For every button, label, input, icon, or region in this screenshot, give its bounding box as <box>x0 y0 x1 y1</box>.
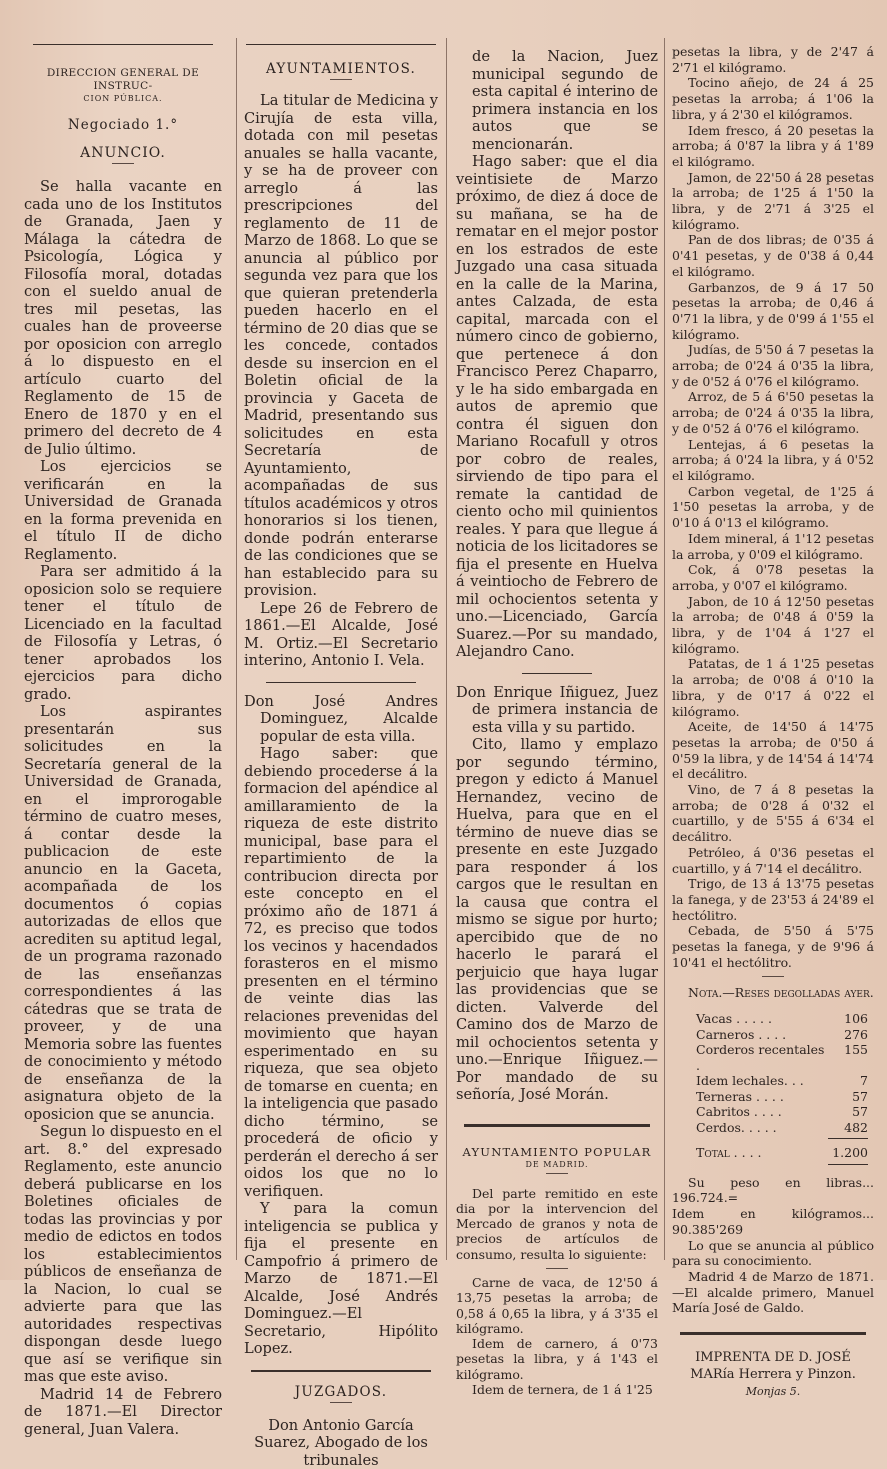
section-rule <box>464 1124 650 1127</box>
price-entry: Idem de carnero, á 0'73 pesetas la libra, y á 1'43 el kilógramo. <box>456 1336 658 1382</box>
row-value: 106 <box>828 1011 868 1027</box>
price-entry: Jabon, de 10 á 12'50 pesetas la arroba; de 0'48 á 0'59 la libra, y de 1'04 á 1'27 el kilógramo. <box>672 594 874 657</box>
reses-table <box>672 1011 874 1165</box>
divider-dash <box>112 163 134 164</box>
imprint-line: IMPRENTA DE D. JOSÉ MARía Herrera y Pinzon. <box>672 1349 874 1383</box>
signature-paragraph: Madrid 14 de Febrero de 1871.—El Director general, Juan Valera. <box>24 1386 222 1439</box>
row-value: 155 <box>828 1042 868 1073</box>
row-value: 7 <box>828 1073 868 1089</box>
section-title: AYUNTAMIENTOS. <box>244 61 438 77</box>
price-entry: Petróleo, á 0'36 pesetas el cuartillo, y á 7'14 el decálitro. <box>672 845 874 876</box>
table-row <box>672 1073 874 1089</box>
divider-dash <box>546 1173 568 1174</box>
section-subtitle: DE MADRID. <box>456 1159 658 1171</box>
section-rule <box>522 673 592 674</box>
paragraph: Lo que se anuncia al público para su conocimiento. <box>672 1238 874 1269</box>
negociado-label: Negociado 1.° <box>24 117 222 133</box>
price-entry: Patatas, de 1 á 1'25 pesetas la arroba; de 0'08 á 0'10 la libra, y de 0'17 á 0'22 el kilógramo. <box>672 656 874 719</box>
price-entry: Pan de dos libras; de 0'35 á 0'41 pesetas, y de 0'38 á 0,44 el kilógramo. <box>672 232 874 279</box>
paragraph: Para ser admitido á la oposicion solo se requiere tener el título de Licenciado en la facultad de Filosofía y Letras, ó tener aprobados los ejercicios para dicho grado. <box>24 563 222 703</box>
column-divider <box>236 38 237 1260</box>
table-row <box>672 1089 874 1105</box>
price-entry: Trigo, de 13 á 13'75 pesetas la fanega, y de 23'53 á 24'89 el hectólitro. <box>672 876 874 923</box>
price-entry: Cebada, de 5'50 á 5'75 pesetas la fanega, y de 9'96 á 10'41 el hectólitro. <box>672 923 874 970</box>
sum-rule <box>828 1138 868 1139</box>
column-3 <box>456 48 658 1397</box>
top-rule <box>246 44 436 45</box>
column-1 <box>24 44 222 1438</box>
imprint-address: Monjas 5. <box>672 1383 874 1400</box>
price-entry: Idem fresco, á 20 pesetas la arroba; á 0'87 la libra y á 1'89 el kilógramo. <box>672 123 874 170</box>
divider-dash <box>546 1268 568 1269</box>
row-label: Idem lechales. . . <box>696 1073 804 1089</box>
row-label: Terneras . . . . <box>696 1089 784 1105</box>
price-entry: pesetas la libra, y de 2'47 á 2'71 el kilógramo. <box>672 44 874 75</box>
row-label: Vacas . . . . . <box>696 1011 772 1027</box>
price-entry: Tocino añejo, de 24 á 25 pesetas la arroba; á 1'06 la libra, y á 2'30 el kilógramos. <box>672 75 874 122</box>
section-rule <box>251 1370 431 1372</box>
column-divider <box>446 38 447 1260</box>
anuncio-title: ANUNCIO. <box>24 145 222 161</box>
price-entry: Vino, de 7 á 8 pesetas la arroba; de 0'28 á 0'32 el cuartillo, y de 5'55 á 6'34 el decálitro. <box>672 782 874 845</box>
row-label: Cerdos. . . . . <box>696 1120 777 1136</box>
price-entry: Carne de vaca, de 12'50 á 13,75 pesetas la arroba; de 0,58 á 0,65 la libra, y á 3'35 el kilógramo. <box>456 1275 658 1336</box>
signature-paragraph: Madrid 4 de Marzo de 1871.—El alcalde primero, Manuel María José de Galdo. <box>672 1269 874 1316</box>
price-entry: Lentejas, á 6 pesetas la arroba; á 0'24 la libra, y á 0'52 el kilógramo. <box>672 437 874 484</box>
price-entry: Jamon, de 22'50 á 28 pesetas la arroba; de 1'25 á 1'50 la libra, y de 2'71 á 3'25 el kilógramo. <box>672 170 874 233</box>
divider-dash <box>762 976 784 977</box>
column-divider <box>664 38 665 1260</box>
nota-heading: Nota.—Reses degolladas ayer. <box>672 985 874 1001</box>
sum-rule <box>828 1164 868 1165</box>
signature-paragraph: Lepe 26 de Febrero de 1861.—El Alcalde, José M. Ortiz.—El Secretario interino, Antonio I. Vela. <box>244 600 438 670</box>
section-rule <box>680 1332 866 1335</box>
total-row <box>672 1145 874 1161</box>
row-value: 482 <box>828 1120 868 1136</box>
paragraph: Los aspirantes presentarán sus solicitudes en la Secretaría general de la Universidad de Granada, en el improrogable término de cuatro meses, á contar desde la publicacion de este anuncio en la Gaceta, acompañada de los documentos ó copias autorizadas de ellos que acrediten su aptitud legal, de un programa razonado de las enseñanzas correspondientes á las cátedras que se trata de proveer, y de una Memoria sobre las fuentes de conocimiento y método de enseñanza de la asignatura objeto de la oposicion que se anuncia. <box>24 703 222 1123</box>
top-rule <box>33 44 213 45</box>
row-label: Carneros . . . . <box>696 1027 786 1043</box>
price-entry: Garbanzos, de 9 á 17 50 pesetas la arroba; de 0,46 á 0'71 la libra, y de 0'99 á 1'55 el kilógramo. <box>672 280 874 343</box>
table-row <box>672 1011 874 1027</box>
paragraph: de la Nacion, Juez municipal segundo de esta capital é interino de primera instancia en los autos que se mencionarán. <box>456 48 658 153</box>
paragraph: Los ejercicios se verificarán en la Universidad de Granada en la forma prevenida en el título II de dicho Reglamento. <box>24 458 222 563</box>
paragraph: Segun lo dispuesto en el art. 8.° del expresado Reglamento, este anuncio deberá publicarse en los Boletines oficiales de todas las provincias y por medio de edictos en todos los establecimientos públicos de enseñanza de la Nacion, lo cual se advierte para que las autoridades respectivas dispongan desde luego que así se verifique sin mas que este aviso. <box>24 1123 222 1386</box>
table-row <box>672 1104 874 1120</box>
section-rule <box>266 682 416 683</box>
row-value: 57 <box>828 1089 868 1105</box>
paragraph: La titular de Medicina y Cirujía de esta villa, dotada con mil pesetas anuales se halla vacante, y se ha de proveer con arreglo á las prescripciones del reglamento de 11 de Marzo de 1868. Lo que se anuncia al público por segunda vez para que los que quieran pretenderla pueden hacerlo en el término de 20 dias que se les concede, contados desde su insercion en el Boletin oficial de la provincia y Gaceta de Madrid, presentando sus solicitudes en esta Secretaría de Ayuntamiento, acompañadas de sus títulos académicos y otros honorarios si los tienen, donde podrán enterarse de las condiciones que se han establecido para su provision. <box>244 92 438 600</box>
column-4 <box>672 44 874 1400</box>
notice-heading: Don Enrique Iñiguez, Juez de primera instancia de esta villa y su partido. <box>456 684 658 737</box>
total-value: 1.200 <box>828 1145 868 1161</box>
notice-heading: Don Antonio García Suarez, Abogado de los tribunales <box>244 1417 438 1469</box>
price-entry: Judías, de 5'50 á 7 pesetas la arroba; de 0'24 á 0'35 la libra, y de 0'52 á 0'76 el kilógramo. <box>672 342 874 389</box>
department-heading: DIRECCION GENERAL DE INSTRUC- <box>24 67 222 93</box>
weight-kilos: Idem en kilógramos... 90.385'269 <box>672 1206 874 1237</box>
notice-heading: Don José Andres Dominguez, Alcalde popular de esta villa. <box>244 693 438 746</box>
row-label: Cabritos . . . . <box>696 1104 782 1120</box>
row-value: 276 <box>828 1027 868 1043</box>
price-entry: Idem mineral, á 1'12 pesetas la arroba, y 0'09 el kilógramo. <box>672 531 874 562</box>
paragraph: Hago saber: que debiendo procederse á la formacion del apéndice al amillaramiento de la riqueza de este distrito municipal, base para el repartimiento de la contribucion directa por este concepto en el próximo año de 1871 á 72, es preciso que todos los vecinos y hacendados forasteros en el mismo presenten en el término de veinte dias las relaciones prevenidas del movimiento que hayan esperimentado en su riqueza, que sea objeto de tomarse en cuenta; en la inteligencia que pasado dicho término, se procederá de oficio y perderán el derecho á ser oidos los que no lo verifiquen. <box>244 745 438 1200</box>
price-entry: Aceite, de 14'50 á 14'75 pesetas la arroba; de 0'50 á 0'59 la libra, y de 14'54 á 14'74 el decálitro. <box>672 719 874 782</box>
paragraph: Del parte remitido en este dia por la intervencion del Mercado de granos y nota de precios de artículos de consumo, resulta lo siguiente: <box>456 1186 658 1262</box>
divider-dash <box>330 1402 352 1403</box>
table-row <box>672 1120 874 1136</box>
table-row <box>672 1042 874 1073</box>
section-title: JUZGADOS. <box>244 1384 438 1400</box>
table-row <box>672 1027 874 1043</box>
paragraph: Cito, llamo y emplazo por segundo término, pregon y edicto á Manuel Hernandez, vecino de Huelva, para que en el término de nueve dias se presente en este Juzgado para responder á los cargos que le resultan en la causa que contra el mismo se sigue por hurto; apercibido que de no hacerlo le parará el perjuicio que haya lugar las providencias que se dicten. Valverde del Camino dos de Marzo de mil ochocientos setenta y uno.—Enrique Iñiguez.—Por mandado de su señoría, José Morán. <box>456 736 658 1104</box>
price-entry: Carbon vegetal, de 1'25 á 1'50 pesetas la arroba, y de 0'10 á 0'13 el kilógramo. <box>672 484 874 531</box>
price-entry: Cok, á 0'78 pesetas la arroba, y 0'07 el kilógramo. <box>672 562 874 593</box>
column-2 <box>244 44 438 1469</box>
divider-dash <box>330 79 352 80</box>
row-value: 57 <box>828 1104 868 1120</box>
row-label: Corderos recentales . <box>696 1042 828 1073</box>
department-heading-cont: CION PÚBLICA. <box>24 93 222 105</box>
price-entry: Idem de ternera, de 1 á 1'25 <box>456 1382 658 1397</box>
paragraph: Hago saber: que el dia veintisiete de Marzo próximo, de diez á doce de su mañana, se ha de rematar en el mejor postor en los estrados de este Juzgado una casa situada en la calle de la Marina, antes Calzada, de esta capital, marcada con el número cinco de gobierno, que pertenece á don Francisco Perez Chaparro, y le ha sido embargada en autos de apremio que contra él siguen don Mariano Rocafull y otros por cobro de reales, sirviendo de tipo para el remate la cantidad de ciento ocho mil quinientos reales. Y para que llegue á noticia de los licitadores se fija el presente en Huelva á veintiocho de Febrero de mil ochocientos setenta y uno.—Licenciado, García Suarez.—Por su mandado, Alejandro Cano. <box>456 153 658 661</box>
price-entry: Arroz, de 5 á 6'50 pesetas la arroba; de 0'24 á 0'35 la libra, y de 0'52 á 0'76 el kilógramo. <box>672 389 874 436</box>
total-label: Total . . . . <box>696 1145 762 1161</box>
weight-libras: Su peso en libras... 196.724.= <box>672 1175 874 1206</box>
signature-paragraph: Y para la comun inteligencia se publica y fija el presente en Campofrio á primero de Marzo de 1871.—El Alcalde, José Andrés Dominguez.—El Secretario, Hipólito Lopez. <box>244 1200 438 1358</box>
section-title: AYUNTAMIENTO POPULAR <box>456 1145 658 1159</box>
paragraph: Se halla vacante en cada uno de los Institutos de Granada, Jaen y Málaga la cátedra de Psicología, Lógica y Filosofía moral, dotadas con el sueldo anual de tres mil pesetas, las cuales han de proveerse por oposicion con arreglo á lo dispuesto en el artículo cuarto del Reglamento de 15 de Enero de 1870 y en el primero del decreto de 4 de Julio último. <box>24 178 222 458</box>
